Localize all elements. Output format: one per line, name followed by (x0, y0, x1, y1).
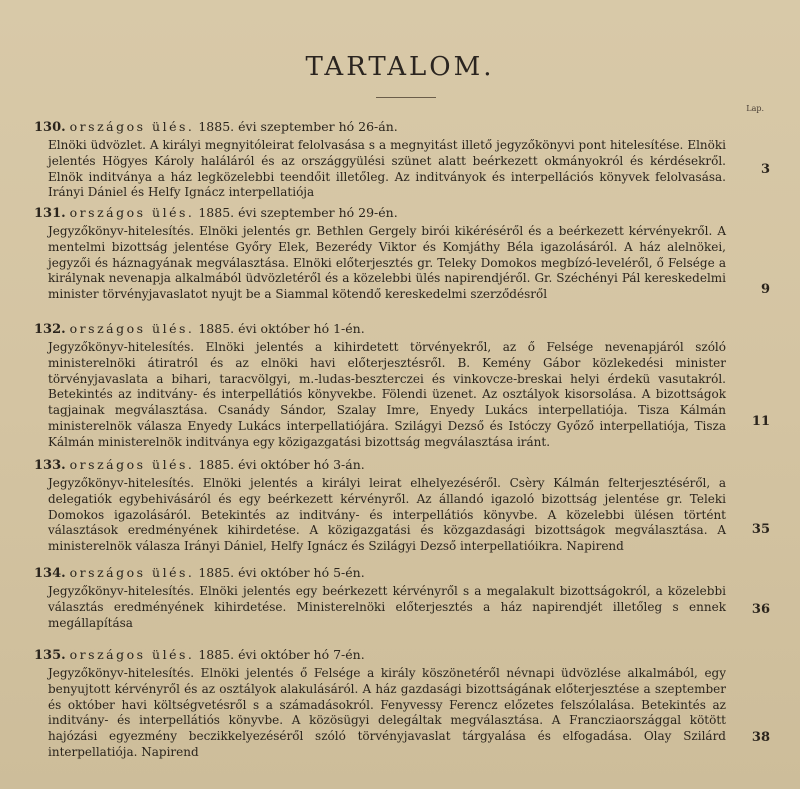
session-number: 132. (34, 322, 66, 337)
entry-heading (34, 204, 770, 223)
entry-heading (34, 320, 770, 339)
entry-text: Jegyzőkönyv-hitelesítés. Elnöki jelentés a kihirdetett törvényekről, az ő Felsége nevenapjáról szóló ministerelnöki átiratról és az elnöki havi előterjesztésről. B. Kemény Gábor közlekedési minister törvényjavaslata a bihari, taracvölgyi, m.-ludas-beszterczei és vinkovcze-breskai helyi érdekü vasutakról. Betekintés az inditvány- és interpellátiós könyvekbe. Fölendi üzenet. Az osztályok kisorsolása. A bizottságok tagjainak megválasztása. Csanády Sándor, Szalay Imre, Enyedy Lukács interpellatiója. Tisza Kálmán ministerelnök válasza Enyedy Lukács interpellatiójára. Szilágyi Dezső és Istóczy Győző interpellatiója, Tisza Kálmán ministerelnök inditványa egy közigazgatási bizottság megválasztása iránt. (48, 340, 726, 449)
session-label: országos ülés. (69, 205, 195, 220)
toc-entry-132 (34, 320, 770, 451)
session-date: 1885. évi október hó 7-én. (198, 647, 365, 662)
session-number: 134. (34, 566, 66, 581)
title-divider (376, 97, 436, 98)
session-date: 1885. évi szeptember hó 29-én. (198, 205, 398, 220)
session-date: 1885. évi október hó 3-án. (198, 457, 365, 472)
page-column-label: Lap. (746, 104, 764, 113)
page-number: 9 (760, 282, 770, 297)
session-number: 131. (34, 206, 66, 221)
page-number: 36 (751, 602, 770, 617)
page-number: 38 (751, 730, 770, 745)
page-number: 3 (760, 162, 770, 177)
entry-text: Jegyzőkönyv-hitelesítés. Elnöki jelentés gr. Bethlen Gergely birói kikéréséről és a beérkezett kérvényekről. A mentelmi bizottság jelentése Győry Elek, Bezerédy Viktor és Komjáthy Béla igazolásáról. A ház alelnökei, jegyzői és háznagyának megválasztása. Elnöki előterjesztés gr. Teleky Domokos megbízó-leveléről, ő Felsége a királynak nevenapja alkalmából üdvözletéről és a közelebbi ülés napirendjéről. Gr. Széchényi Pál kereskedelmi minister törvényjavaslatot nyujt be a Siammal kötendő kereskedelmi szerződésről (48, 224, 726, 302)
session-label: országos ülés. (69, 565, 195, 580)
session-label: országos ülés. (69, 647, 195, 662)
toc-entry-134 (34, 564, 770, 631)
page-title: TARTALOM. (305, 52, 495, 82)
entry-text: Elnöki üdvözlet. A királyi megnyitóleirat felolvasása s a megnyitást illető jegyzőkönyvi pont hitelesítése. Elnöki jelentés Högyes Károly haláláról és az országgyülési szünet alatt beérkezett okmányokról és kérdésekről. Elnök inditványa a ház legközelebbi teendőit illetőleg. Az inditványok és interpellációs könyvek felolvasása. Irányi Dániel és Helfy Ignácz interpellatiója (48, 138, 726, 200)
session-number: 135. (34, 648, 66, 663)
session-number: 130. (34, 120, 66, 135)
session-label: országos ülés. (69, 457, 195, 472)
entry-heading (34, 646, 770, 665)
session-number: 133. (34, 458, 66, 473)
page-number: 11 (751, 414, 770, 429)
page-number: 35 (751, 522, 770, 537)
toc-entry-135 (34, 646, 770, 761)
session-date: 1885. évi szeptember hó 26-án. (198, 119, 398, 134)
entry-text: Jegyzőkönyv-hitelesítés. Elnöki jelentés egy beérkezett kérvényről s a megalakult bizottságokról, a közelebbi választás eredményének kihirdetése. Ministerelnöki előterjesztés a ház napirendjét illetőleg s ennek megállapítása (48, 584, 726, 630)
entry-text: Jegyzőkönyv-hitelesítés. Elnöki jelentés a királyi leirat elhelyezéséről. Csèry Kálmán felterjesztéséről, a delegatiók egybehivásáról és egy beérkezett kérvényről. Az állandó igazoló bizottság jelentése gr. Teleki Domokos igazolásáról. Betekintés az inditvány- és interpellátiós könyvbe. A közelebbi ülésen történt választások eredményének kihirdetése. A közigazgatási és közgazdasági bizottságok megválasztása. A ministerelnök válasza Irányi Dániel, Helfy Ignácz és Szilágyi Dezső interpellatióikra. Napirend (48, 476, 726, 554)
toc-entry-130 (34, 118, 770, 201)
entry-heading (34, 564, 770, 583)
session-label: országos ülés. (69, 119, 195, 134)
entry-heading (34, 456, 770, 475)
session-date: 1885. évi október hó 1-én. (198, 321, 365, 336)
entry-text: Jegyzőkönyv-hitelesítés. Elnöki jelentés ő Felsége a király köszönetéről névnapi üdvözlése alkalmából, egy benyujtott kérvényről és az osztályok alakulásáról. A ház gazdasági bizottságának előterjesztése a szeptember és október havi költségvetésről s a számadásokról. Fenyvessy Ferencz előzetes felszólalása. Betekintés az inditvány- és interpellátiós könyvbe. A közösügyi delegáltak megválasztása. A Francziaországgal kötött hajózási egyezmény beczikkelyezéséről szóló törvényjavaslat tárgyalása és elfogadása. Olay Szilárd interpellatiója. Napirend (48, 666, 726, 759)
toc-entry-133 (34, 456, 770, 555)
toc-entry-131 (34, 204, 770, 303)
entry-heading (34, 118, 770, 137)
session-date: 1885. évi október hó 5-én. (198, 565, 365, 580)
session-label: országos ülés. (69, 321, 195, 336)
